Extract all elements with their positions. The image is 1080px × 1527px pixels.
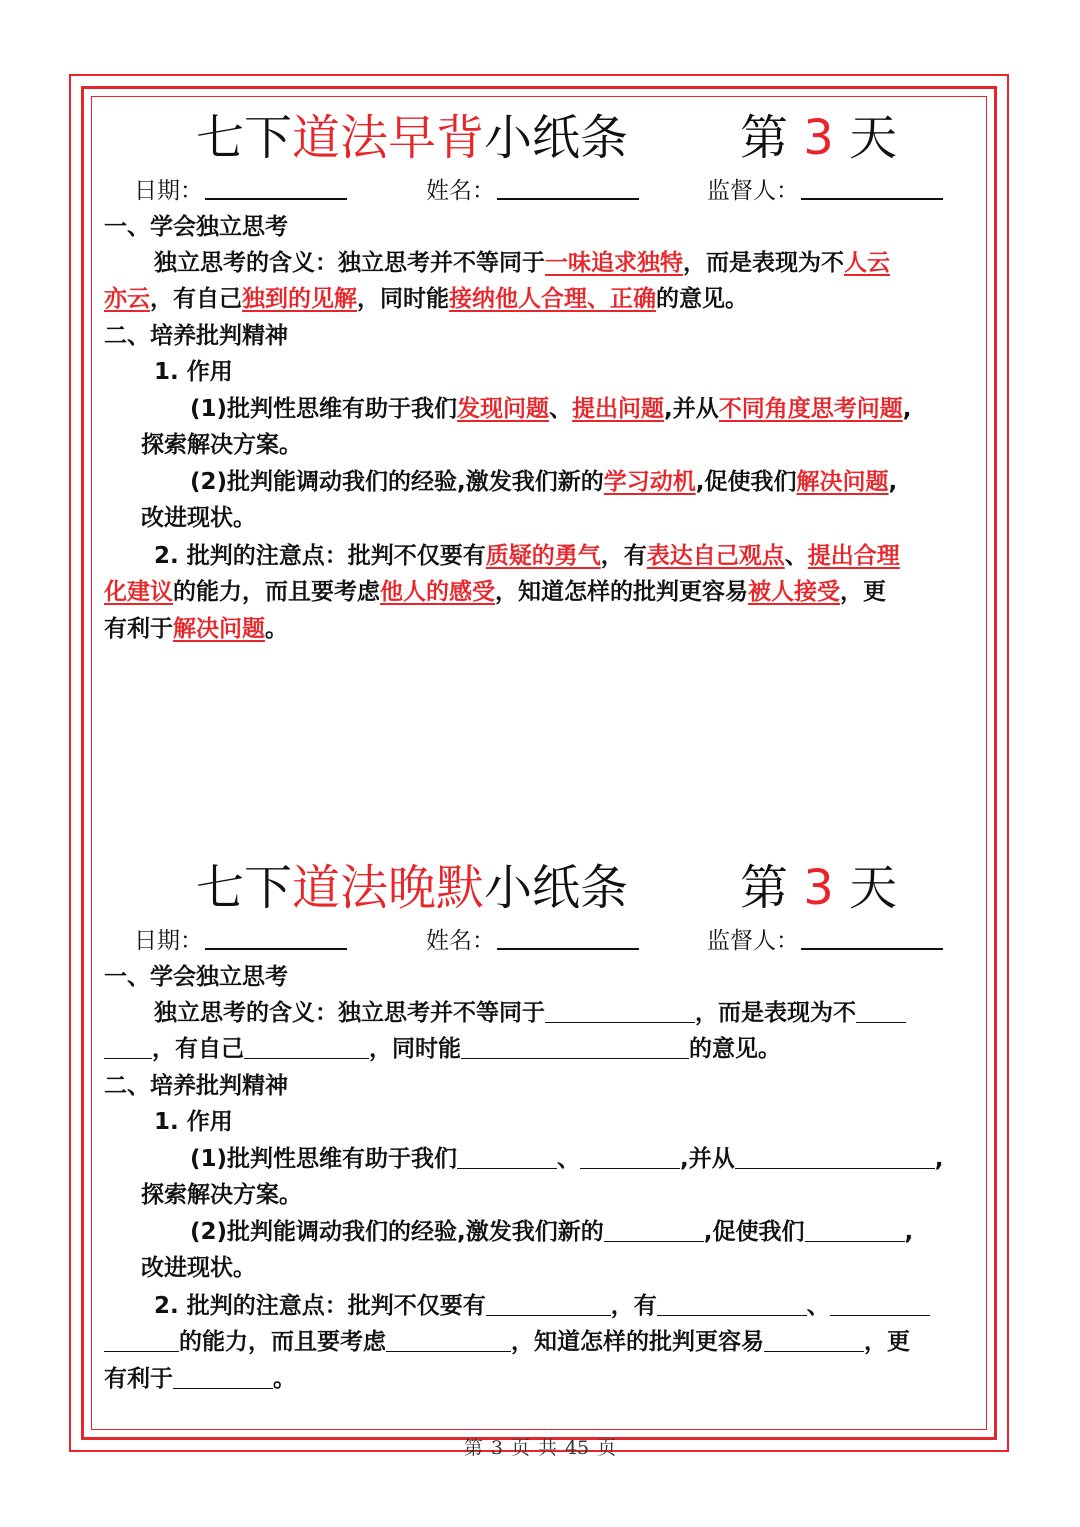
date-field: 日期： [134,174,347,208]
date-field: 日期： [134,924,347,958]
fill-blank[interactable] [104,1034,152,1059]
fill-blank[interactable] [173,1364,273,1389]
fill-blank[interactable] [580,1144,680,1169]
paragraph-line: 有利于 。 [104,1366,296,1392]
paragraph-line: (2)批判能调动我们的经验,激发我们新的学习动机,促使我们解决问题, [190,469,898,495]
heading-independent-thinking: 一、学会独立思考 [104,214,288,240]
supervisor-field: 监督人： [707,174,943,208]
paragraph-line: 改进现状。 [141,1255,256,1281]
paragraph-line: 探索解决方案。 [141,432,302,458]
fill-blank[interactable] [461,1034,689,1059]
fill-blank[interactable] [764,1327,864,1352]
evening-title [104,853,984,923]
paragraph-line: (1)批判性思维有助于我们发现问题、提出问题,并从不同角度思考问题, [190,396,912,422]
total-pages: 45 [564,1437,590,1459]
fill-blank[interactable] [805,1217,905,1242]
morning-title-text: 七下道法早背小纸条 [196,110,629,166]
fill-blank[interactable] [486,1291,611,1316]
paragraph-line: 2. 批判的注意点：批判不仅要有 ，有 、 [154,1288,930,1324]
fill-blank[interactable] [386,1327,511,1352]
name-field: 姓名： [426,924,639,958]
evening-info-row [104,924,984,958]
fill-blank[interactable] [657,1291,807,1316]
fill-blank[interactable] [830,1291,930,1316]
subheading-function: 1. 作用 [154,359,233,385]
heading-independent-thinking: 一、学会独立思考 [104,964,288,990]
morning-day: 第 3 天 [740,110,898,166]
subheading-function: 1. 作用 [154,1109,233,1135]
fill-blank[interactable] [735,1144,935,1169]
fill-blank[interactable] [856,998,906,1023]
fill-blank[interactable] [457,1144,557,1169]
paragraph-line: 独立思考的含义：独立思考并不等同于 ，而是表现为不 [154,995,906,1031]
paragraph-line: (1)批判性思维有助于我们 、 ,并从 , [190,1146,944,1172]
page-number: 3 [490,1437,503,1459]
paragraph-line: 化建议的能力，而且要考虑他人的感受，知道怎样的批判更容易被人接受，更 [104,579,886,605]
paragraph-line: ，有自己 ，同时能 的意见。 [104,1031,781,1067]
fill-blank[interactable] [545,998,695,1023]
heading-critical-spirit: 二、培养批判精神 [104,1073,288,1099]
page-footer: 第 3 页 共 45 页 [463,1437,617,1459]
evening-day: 第 3 天 [740,860,898,916]
fill-blank[interactable] [104,1327,179,1352]
fill-blank[interactable] [244,1034,369,1059]
paragraph-line: (2)批判能调动我们的经验,激发我们新的 ,促使我们 , [190,1219,914,1245]
morning-info-row [104,174,984,208]
paragraph-line: 亦云，有自己独到的见解，同时能接纳他人合理、正确的意见。 [104,286,748,312]
name-field: 姓名： [426,174,639,208]
paragraph-line: 改进现状。 [141,505,256,531]
evening-title-text: 七下道法晚默小纸条 [196,860,629,916]
fill-blank[interactable] [604,1217,704,1242]
paragraph-line: 的能力，而且要考虑 ，知道怎样的批判更容易 ，更 [104,1324,910,1360]
paragraph-line: 2. 批判的注意点：批判不仅要有质疑的勇气，有表达自己观点、提出合理 [154,543,900,569]
paragraph-line: 探索解决方案。 [141,1182,302,1208]
morning-title [104,103,984,173]
paragraph-line: 独立思考的含义：独立思考并不等同于一味追求独特，而是表现为不人云 [154,250,890,276]
paragraph-line: 有利于解决问题。 [104,616,288,642]
supervisor-field: 监督人： [707,924,943,958]
heading-critical-spirit: 二、培养批判精神 [104,323,288,349]
